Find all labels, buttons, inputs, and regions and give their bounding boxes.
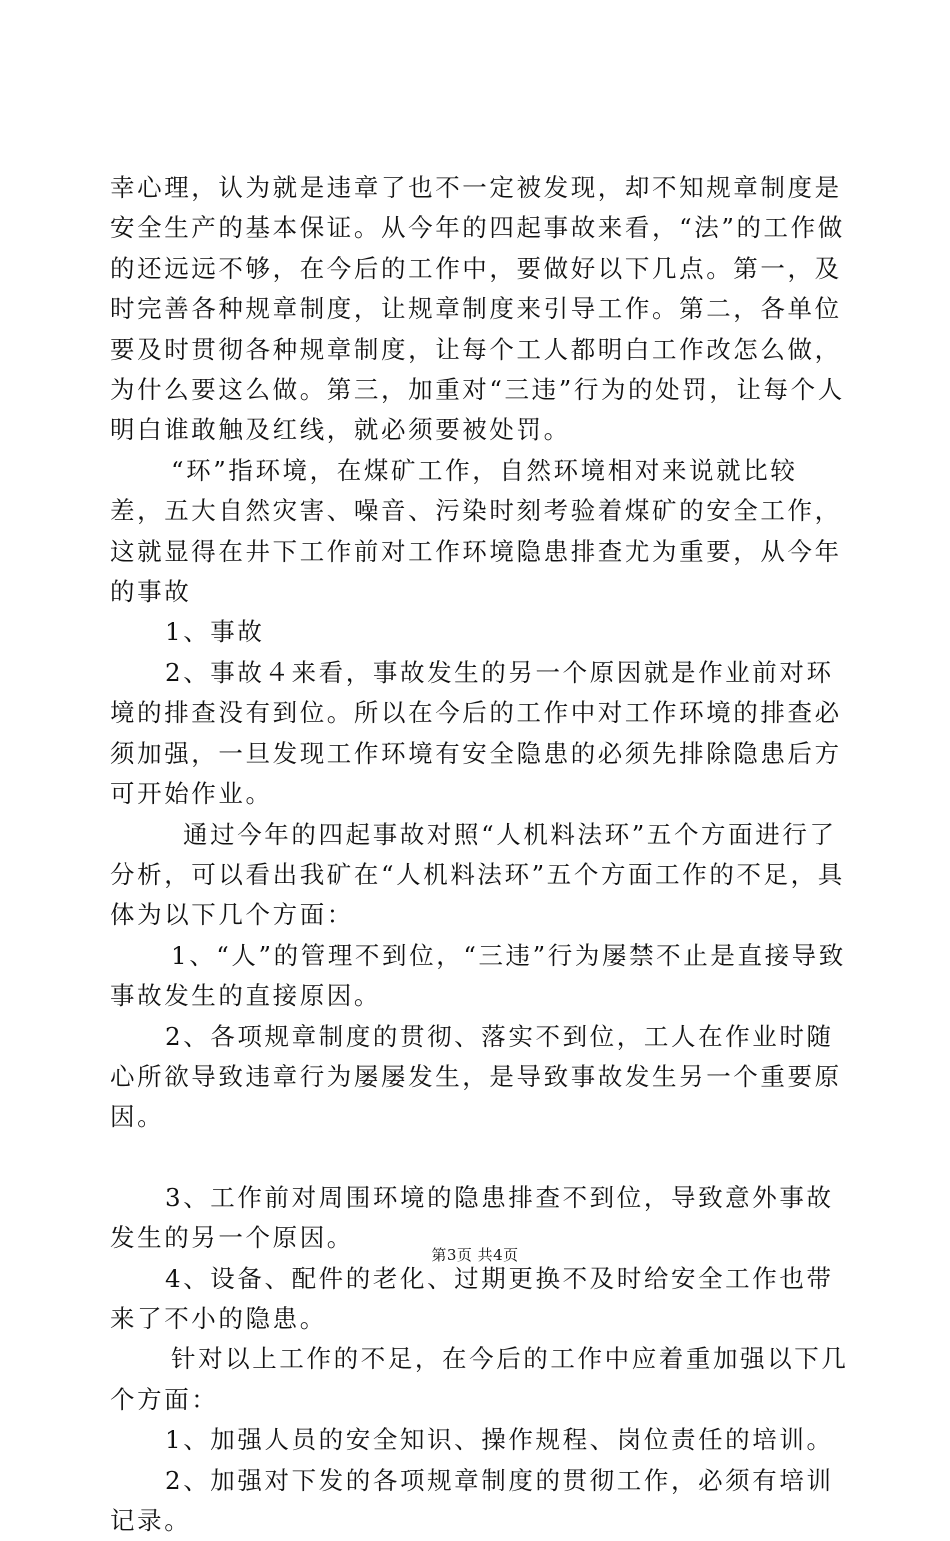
list-item-shortfall-4: 4、设备、配件的老化、过期更换不及时给安全工作也带来了不小的隐患。	[110, 1263, 834, 1333]
list-item-shortfall-3: 3、工作前对周围环境的隐患排查不到位，导致意外事故发生的另一个原因。	[110, 1182, 834, 1253]
list-item-measure-1: 1、加强人员的安全知识、操作规程、岗位责任的培训。	[165, 1425, 834, 1455]
paragraph-law-continued: 幸心理，认为就是违章了也不一定被发现，却不知规章制度是安全生产的基本保证。从今年的四起事故来看，“法”的工作做的还远远不够，在今后的工作中，要做好以下几点。第一，及时完善各种规章制度，让规章制度来引导工作。第二，各单位要及时贯彻各种规章制度，让每个工人都明白工作改怎么做，为什么要这么做。第三，加重对“三违”行为的处罚，让每个人明白谁敢触及红线，就必须要被处罚。	[110, 173, 845, 445]
list-item-measure-2: 2、加强对下发的各项规章制度的贯彻工作，必须有培训记录。	[110, 1465, 834, 1535]
page-number-footer: 第3页 共4页	[431, 1246, 519, 1264]
paragraph-measures-intro: 针对以上工作的不足，在今后的工作中应着重加强以下几个方面：	[110, 1344, 849, 1414]
paragraph-spacer	[110, 1138, 850, 1178]
list-item-accident-1: 1、事故	[165, 617, 265, 647]
paragraph-analysis-intro: 通过今年的四起事故对照“人机料法环”五个方面进行了分析，可以看出我矿在“人机料法环”五个方面工作的不足，具体为以下几个方面：	[110, 819, 845, 930]
list-item-accident-2: 2、事故４来看，事故发生的另一个原因就是作业前对环境的排查没有到位。所以在今后的工作中对工作环境的排查必须加强，一旦发现工作环境有安全隐患的必须先排除隐患后方可开始作业。	[110, 657, 842, 809]
list-item-shortfall-1: 1、“人”的管理不到位，“三违”行为屡禁不止是直接导致事故发生的直接原因。	[110, 940, 846, 1011]
document-body	[110, 168, 850, 1541]
paragraph-environment: “环”指环境，在煤矿工作，自然环境相对来说就比较差，五大自然灾害、噪音、污染时刻考验着煤矿的安全工作，这就显得在井下工作前对工作环境隐患排查尤为重要，从今年的事故	[110, 455, 842, 607]
list-item-shortfall-2: 2、各项规章制度的贯彻、落实不到位，工人在作业时随心所欲导致违章行为屡屡发生，是导致事故发生另一个重要原因。	[110, 1021, 842, 1132]
